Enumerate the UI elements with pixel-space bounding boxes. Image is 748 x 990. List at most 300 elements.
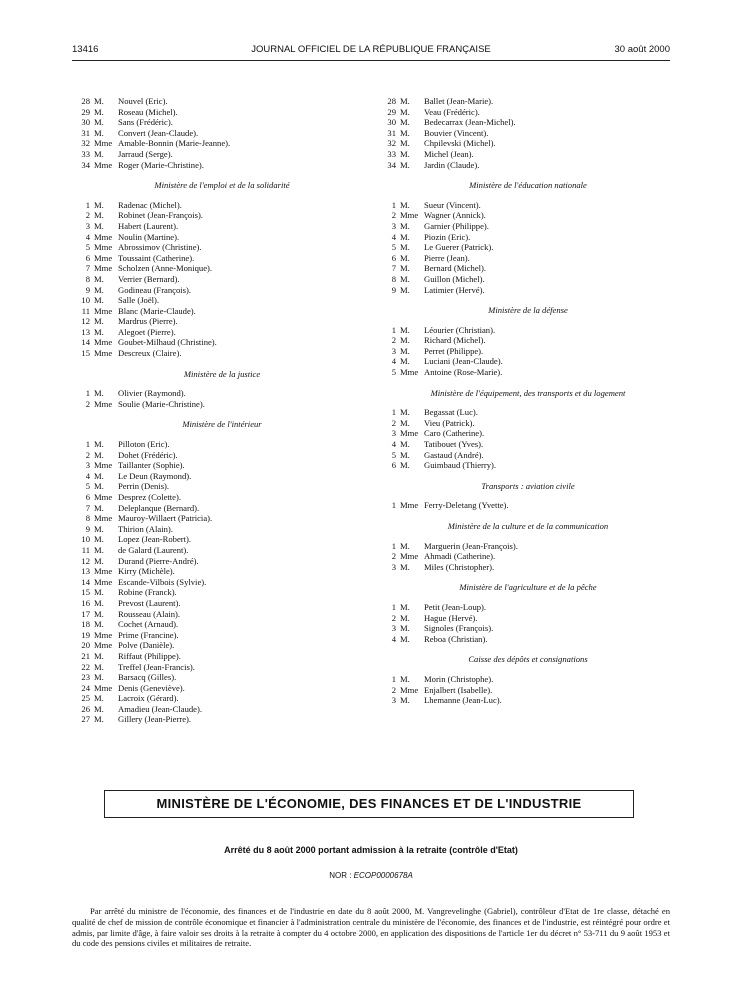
person-name: Guillon (Michel). [424,273,485,284]
list-item [378,500,678,511]
civility-title: M. [400,460,410,471]
rank-number: 3 [391,623,396,634]
list-item [378,356,678,367]
list-item [72,160,372,171]
rank-number: 1 [85,388,90,399]
rank-number: 9 [85,284,90,295]
rank-number: 4 [391,231,396,242]
rank-number: 28 [387,96,396,106]
civility-title: M. [94,316,104,327]
civility-title: M. [400,220,410,231]
person-name: Lhemanne (Jean-Luc). [424,695,502,706]
person-name: Sueur (Vincent). [424,199,481,210]
person-name: Chpilevski (Michel). [424,138,496,149]
list-item [378,232,678,243]
person-name: Lacroix (Gérard). [118,693,179,704]
person-name: Nouvel (Eric). [118,96,168,106]
list-item [72,545,372,556]
list-item [378,263,678,274]
person-name: Amadieu (Jean-Claude). [118,703,202,714]
person-name: Bedecarrax (Jean-Michel). [424,117,516,128]
list-item [72,481,372,492]
list-item [72,327,372,338]
person-name: Denis (Geneviève). [118,682,185,693]
list-item [378,367,678,378]
civility-title: Mme [94,159,113,170]
person-name: Verrier (Bernard). [118,273,180,284]
rank-number: 2 [391,417,396,428]
rank-number: 19 [81,629,90,640]
list-item [378,149,678,160]
civility-title: M. [94,481,104,492]
rank-number: 2 [391,551,396,562]
person-name: Godineau (François). [118,284,192,295]
person-name: de Galard (Laurent). [118,544,189,555]
civility-title: M. [94,693,104,704]
rank-number: 1 [391,407,396,418]
ministry-section [72,419,372,725]
person-name: Habert (Laurent). [118,220,179,231]
person-name: Miles (Christopher). [424,561,495,572]
person-name: Abrossimov (Christine). [118,242,202,253]
civility-title: M. [94,284,104,295]
civility-title: M. [400,439,410,450]
rank-number: 15 [81,348,90,359]
person-name: Richard (Michel). [424,335,486,346]
person-name: Perret (Philippe). [424,345,484,356]
civility-title: M. [94,148,104,159]
list-item [378,418,678,429]
list-item [72,337,372,348]
rank-number: 32 [81,138,90,149]
list-item [378,221,678,232]
list-item [378,551,678,562]
person-name: Antoine (Rose-Marie). [424,367,503,378]
civility-title: M. [400,612,410,623]
civility-title: M. [400,106,410,117]
person-name: Escande-Vilbois (Sylvie). [118,576,207,587]
rank-number: 34 [81,159,90,170]
person-name: Reboa (Christian). [424,633,488,644]
list-item [378,407,678,418]
civility-title: M. [94,439,104,450]
civility-title: M. [400,673,410,684]
rank-number: 29 [387,106,396,117]
list-item [72,221,372,232]
person-name: Ahmadi (Catherine). [424,551,496,562]
arrete-title: Arrêté du 8 août 2000 portant admission à la retraite (contrôle d'Etat) [224,845,518,855]
person-name: Lopez (Jean-Robert). [118,534,192,545]
civility-title: Mme [400,210,419,221]
rank-number: 6 [391,252,396,263]
list-item [378,107,678,118]
list-item [378,117,678,128]
right-column [378,96,678,716]
rank-number: 14 [81,337,90,348]
person-name: Amable-Bonnin (Marie-Jeanne). [118,138,231,149]
list-item [72,306,372,317]
ministry-section [378,305,678,378]
civility-title: M. [400,345,410,356]
civility-title: Mme [400,551,419,562]
list-item [72,107,372,118]
civility-title: M. [94,672,104,683]
civility-title: M. [400,138,410,149]
civility-title: M. [94,534,104,545]
section-heading: Ministère de l'intérieur [182,419,262,430]
person-name: Garnier (Philippe). [424,220,489,231]
person-name: Le Guerer (Patrick). [424,242,494,253]
rank-number: 8 [85,513,90,524]
person-name: Léourier (Christian). [424,324,496,335]
rank-number: 29 [81,106,90,117]
civility-title: Mme [94,348,113,359]
civility-title: Mme [94,305,113,316]
list-item [72,232,372,243]
rank-number: 24 [81,682,90,693]
list-item [72,640,372,651]
section-heading: Caisse des dépôts et consignations [468,654,588,665]
rank-number: 3 [85,220,90,231]
rank-number: 3 [85,460,90,471]
list-item [72,460,372,471]
civility-title: M. [400,284,410,295]
civility-title: M. [94,714,104,725]
person-name: Signoles (François). [424,623,494,634]
rank-number: 8 [391,273,396,284]
section-heading: Ministère de la justice [183,368,261,379]
civility-title: M. [94,199,104,210]
rank-number: 3 [391,345,396,356]
journal-title: JOURNAL OFFICIEL DE LA RÉPUBLIQUE FRANÇAISE [251,44,491,55]
civility-title: M. [400,199,410,210]
rank-number: 21 [81,650,90,661]
person-name: Barsacq (Gilles). [118,672,177,683]
civility-title: M. [400,407,410,418]
person-name: Rousseau (Alain). [118,608,181,619]
person-name: Marguerin (Jean-François). [424,540,518,551]
rank-number: 20 [81,640,90,651]
list-item [72,524,372,535]
civility-title: M. [94,587,104,598]
list-item [72,200,372,211]
list-item [378,274,678,285]
person-name: Taillanter (Sophie). [118,460,185,471]
person-name: Vieu (Patrick). [424,417,475,428]
ministry-section [378,481,678,511]
rank-number: 7 [85,263,90,274]
rank-number: 1 [391,199,396,210]
rank-number: 13 [81,566,90,577]
civility-title: M. [400,231,410,242]
person-name: Pierre (Jean). [424,252,470,263]
rank-number: 2 [391,612,396,623]
civility-title: M. [400,540,410,551]
rank-number: 27 [81,714,90,725]
rank-number: 7 [391,263,396,274]
list-item [72,714,372,725]
list-item [378,242,678,253]
civility-title: M. [94,210,104,221]
person-name: Ferry-Deletang (Yvette). [424,500,509,511]
rank-number: 2 [391,335,396,346]
rank-number: 10 [81,295,90,306]
person-name: Ballet (Jean-Marie). [424,96,494,106]
civility-title: Mme [94,566,113,577]
list-item [72,128,372,139]
person-name: Deleplanque (Bernard). [118,502,200,513]
civility-title: Mme [94,252,113,263]
civility-title: M. [400,252,410,263]
arrete-paragraph: Par arrêté du ministre de l'économie, des finances et de l'industrie en date du 8 août 2000, M. Vangrevelinghe (Gabriel), contrôleur d'Etat de 1re classe, détaché en qualité de chef de mission de contrôle économique et financier à l'administration centrale du ministère de l'économie, des finances et de l'industrie, est réintégré pour ordre et admis, par limite d'âge, à faire valoir ses droits à la retraite à compter du 4 octobre 2000, en application des dispositions de l'article 1er du décret n° 53-711 du 9 août 1953 et du code des pensions civiles et militaires de retraite. [72,906,670,949]
person-name: Kirry (Michèle). [118,566,175,577]
civility-title: M. [400,335,410,346]
list-item [378,96,678,107]
rank-number: 5 [391,367,396,378]
rank-number: 1 [391,324,396,335]
rank-number: 22 [81,661,90,672]
list-item [378,634,678,645]
list-item [378,160,678,171]
rank-number: 4 [391,633,396,644]
list-item [72,619,372,630]
civility-title: Mme [400,500,419,511]
person-name: Convert (Jean-Claude). [118,127,199,138]
civility-title: M. [400,324,410,335]
civility-title: Mme [400,684,419,695]
civility-title: M. [400,561,410,572]
rank-number: 33 [81,148,90,159]
person-name: Gillery (Jean-Pierre). [118,714,192,725]
rank-number: 4 [85,231,90,242]
civility-title: M. [94,608,104,619]
list-item [378,128,678,139]
rank-number: 6 [391,460,396,471]
rank-number: 1 [85,439,90,450]
person-name: Blanc (Marie-Claude). [118,305,196,316]
person-name: Soulie (Marie-Christine). [118,398,205,409]
rank-number: 5 [391,242,396,253]
civility-title: M. [94,388,104,399]
list-item [378,460,678,471]
civility-title: M. [94,502,104,513]
civility-title: M. [94,703,104,714]
list-item [378,450,678,461]
left-column [72,96,372,735]
list-item [378,285,678,296]
civility-title: Mme [94,263,113,274]
person-name: Polve (Danièle). [118,640,175,651]
list-item [72,348,372,359]
rank-number: 32 [387,138,396,149]
ministry-section [378,582,678,644]
rank-number: 2 [391,684,396,695]
list-item [72,149,372,160]
person-name: Durand (Pierre-André). [118,555,199,566]
rank-number: 25 [81,693,90,704]
person-name: Petit (Jean-Loup). [424,601,487,612]
civility-title: M. [94,96,104,106]
rank-number: 2 [391,210,396,221]
civility-title: M. [94,449,104,460]
list-item [72,274,372,285]
rank-number: 14 [81,576,90,587]
civility-title: M. [400,242,410,253]
civility-title: Mme [400,428,419,439]
civility-title: M. [94,661,104,672]
rank-number: 12 [81,555,90,566]
civility-title: M. [400,117,410,128]
section-heading: Transports : aviation civile [481,480,575,491]
ministry-section [378,521,678,572]
civility-title: Mme [94,337,113,348]
civility-title: M. [400,633,410,644]
person-name: Bouvier (Vincent). [424,127,489,138]
civility-title: M. [94,106,104,117]
civility-title: M. [94,470,104,481]
person-name: Scholzen (Anne-Monique). [118,263,213,274]
rank-number: 3 [391,695,396,706]
rank-number: 3 [391,428,396,439]
person-name: Perrin (Denis). [118,481,170,492]
civility-title: M. [400,127,410,138]
rank-number: 8 [85,273,90,284]
list-item [72,242,372,253]
list-item [72,210,372,221]
person-name: Luciani (Jean-Claude). [424,356,503,367]
civility-title: Mme [94,398,113,409]
rank-number: 2 [85,398,90,409]
civility-title: M. [94,220,104,231]
civility-title: Mme [94,492,113,502]
nor-reference [72,871,670,880]
civility-title: M. [400,601,410,612]
civility-title: Mme [94,640,113,651]
person-name: Radenac (Michel). [118,199,182,210]
issue-date: 30 août 2000 [614,44,670,55]
ministry-section [72,96,372,170]
civility-title: Mme [94,629,113,640]
civility-title: M. [94,650,104,661]
list-item [72,630,372,641]
rank-number: 1 [391,673,396,684]
list-item [72,704,372,715]
section-heading: Ministère de l'éducation nationale [469,180,587,191]
civility-title: M. [94,326,104,337]
person-name: Tatibouet (Yves). [424,439,484,450]
person-name: Desprez (Colette). [118,492,181,502]
list-item [378,253,678,264]
rank-number: 11 [81,305,90,316]
person-name: Olivier (Raymond). [118,388,186,399]
list-item [72,295,372,306]
rank-number: 18 [81,619,90,630]
list-item [378,439,678,450]
rank-number: 1 [391,500,396,511]
rank-number: 11 [81,544,90,555]
list-item [72,96,372,107]
ministry-section [378,388,678,471]
rank-number: 5 [391,449,396,460]
rank-number: 4 [391,356,396,367]
list-item [72,471,372,482]
person-name: Dohet (Frédéric). [118,449,178,460]
person-name: Riffaut (Philippe). [118,650,181,661]
civility-title: M. [400,417,410,428]
civility-title: M. [400,356,410,367]
rank-number: 4 [85,470,90,481]
civility-title: Mme [94,138,113,149]
person-name: Latimier (Hervé). [424,284,485,295]
person-name: Veau (Frédéric). [424,106,480,117]
list-item [72,513,372,524]
list-item [72,450,372,461]
civility-title: M. [400,96,410,106]
rank-number: 5 [85,242,90,253]
list-item [72,138,372,149]
rank-number: 7 [85,502,90,513]
list-item [72,672,372,683]
list-item [72,285,372,296]
ministry-section [72,180,372,359]
list-item [72,263,372,274]
rank-number: 1 [85,199,90,210]
person-name: Toussaint (Catherine). [118,252,195,263]
civility-title: M. [400,623,410,634]
rank-number: 10 [81,534,90,545]
rank-number: 15 [81,587,90,598]
rank-number: 3 [391,220,396,231]
person-name: Pilloton (Eric). [118,439,170,450]
person-name: Gastaud (André). [424,449,484,460]
person-name: Begassat (Luc). [424,407,478,418]
rank-number: 6 [85,252,90,263]
rank-number: 28 [81,96,90,106]
list-item [378,210,678,221]
civility-title: Mme [94,460,113,471]
rank-number: 23 [81,672,90,683]
list-item [72,651,372,662]
rank-number: 30 [81,117,90,128]
list-item [378,335,678,346]
rank-number: 12 [81,316,90,327]
ministry-section [72,369,372,410]
page-header [72,44,670,61]
section-heading: Ministère de l'équipement, des transports et du logement [430,387,626,398]
civility-title: M. [94,555,104,566]
person-name: Guimbaud (Thierry). [424,460,497,471]
rank-number: 4 [391,439,396,450]
list-item [72,388,372,399]
rank-number: 1 [391,601,396,612]
list-item [72,117,372,128]
list-item [72,598,372,609]
person-name: Salle (Joël). [118,295,160,306]
civility-title: Mme [400,367,419,378]
rank-number: 5 [85,481,90,492]
list-item [72,587,372,598]
civility-title: Mme [94,513,113,524]
person-name: Jarraud (Serge). [118,148,173,159]
rank-number: 17 [81,608,90,619]
rank-number: 9 [391,284,396,295]
section-heading: Ministère de la défense [488,305,568,316]
person-name: Mardrus (Pierre). [118,316,178,327]
civility-title: M. [94,295,104,306]
list-item [72,492,372,503]
list-item [378,138,678,149]
person-name: Goubet-Milhaud (Christine). [118,337,217,348]
